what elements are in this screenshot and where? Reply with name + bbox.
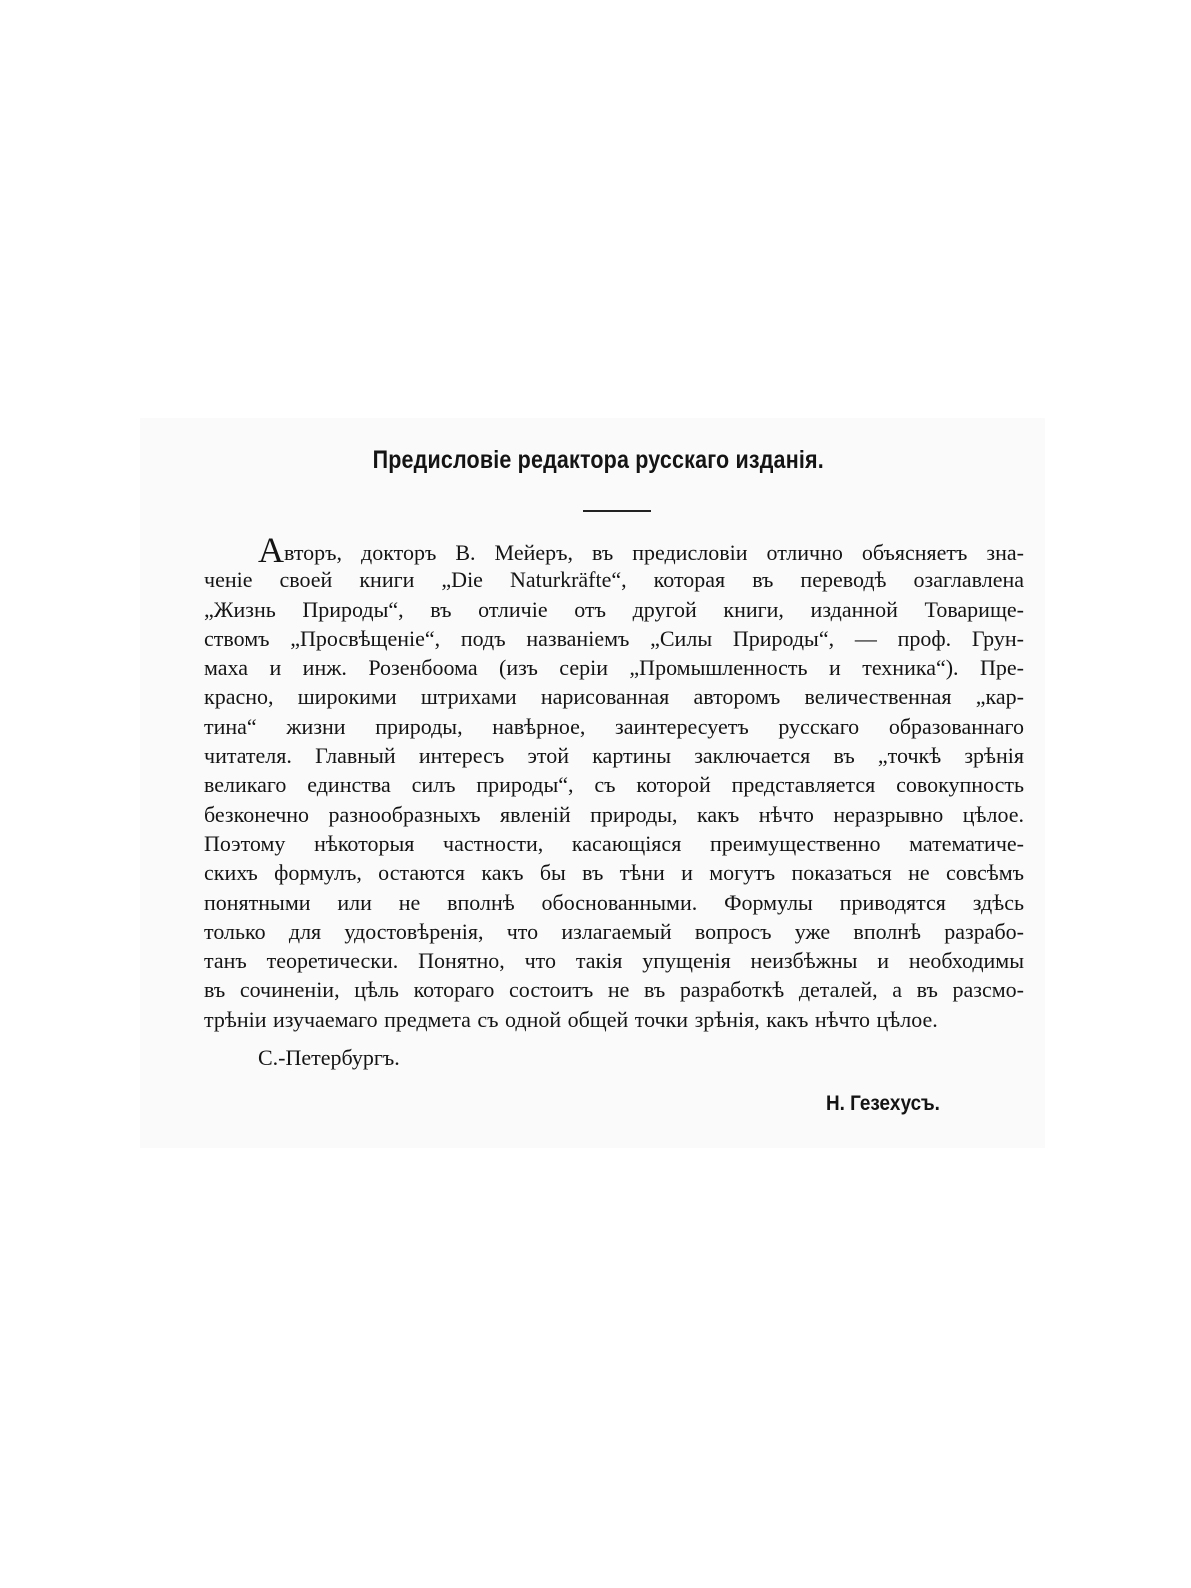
page-title: Предисловіе редактора русскаго изданія. (372, 446, 824, 474)
text-line: маха и инж. Розенбоома (изъ серіи „Промышленность и техника“). Пре- (204, 655, 1024, 681)
text-line: Поэтому нѣкоторыя частности, касающіяся преимущественно математиче- (204, 830, 1024, 856)
text-line: скихъ формулъ, остаются какъ бы въ тѣни и могутъ показаться не совсѣмъ (204, 860, 1024, 886)
place-line: С.-Петербургъ. (258, 1045, 400, 1070)
text-line: въ сочиненіи, цѣль котораго состоитъ не въ разработкѣ деталей, а въ разсмо- (204, 977, 1024, 1003)
text-line: Авторъ, докторъ В. Мейеръ, въ предисловіи отлично объясняетъ зна- (258, 530, 1024, 570)
text-line: тина“ жизни природы, навѣрное, заинтересуетъ русскаго образованнаго (204, 713, 1024, 739)
text-line: „Жизнь Природы“, въ отличіе отъ другой книги, изданной Товарище- (204, 596, 1024, 622)
text-line: понятными или не вполнѣ обоснованными. Формулы приводятся здѣсь (204, 889, 1024, 915)
signature: Н. Гезехусъ. (826, 1092, 940, 1115)
text-line: танъ теоретически. Понятно, что такія упущенія неизбѣжны и необходимы (204, 948, 1024, 974)
text-line: красно, широкими штрихами нарисованная авторомъ величественная „кар- (204, 684, 1024, 710)
text-line: великаго единства силъ природы“, съ которой представляется совокупность (204, 772, 1024, 798)
title-rule (583, 510, 651, 512)
text-line: только для удостовѣренія, что излагаемый вопросъ уже вполнѣ разрабо- (204, 918, 1024, 944)
text-line: ченіе своей книги „Die Naturkräfte“, которая въ переводѣ озаглавлена (204, 567, 1024, 593)
drop-cap: А (258, 530, 284, 570)
text-line: безконечно разнообразныхъ явленій природы, какъ нѣчто неразрывно цѣлое. (204, 801, 1024, 827)
preface-body (204, 530, 1024, 1034)
text-line: читателя. Главный интересъ этой картины заключается въ „точкѣ зрѣнія (204, 743, 1024, 769)
text-line: ствомъ „Просвѣщеніе“, подъ названіемъ „Силы Природы“, — проф. Грун- (204, 625, 1024, 651)
text-line: трѣніи изучаемаго предмета съ одной общей точки зрѣнія, какъ нѣчто цѣлое. (204, 1006, 938, 1032)
